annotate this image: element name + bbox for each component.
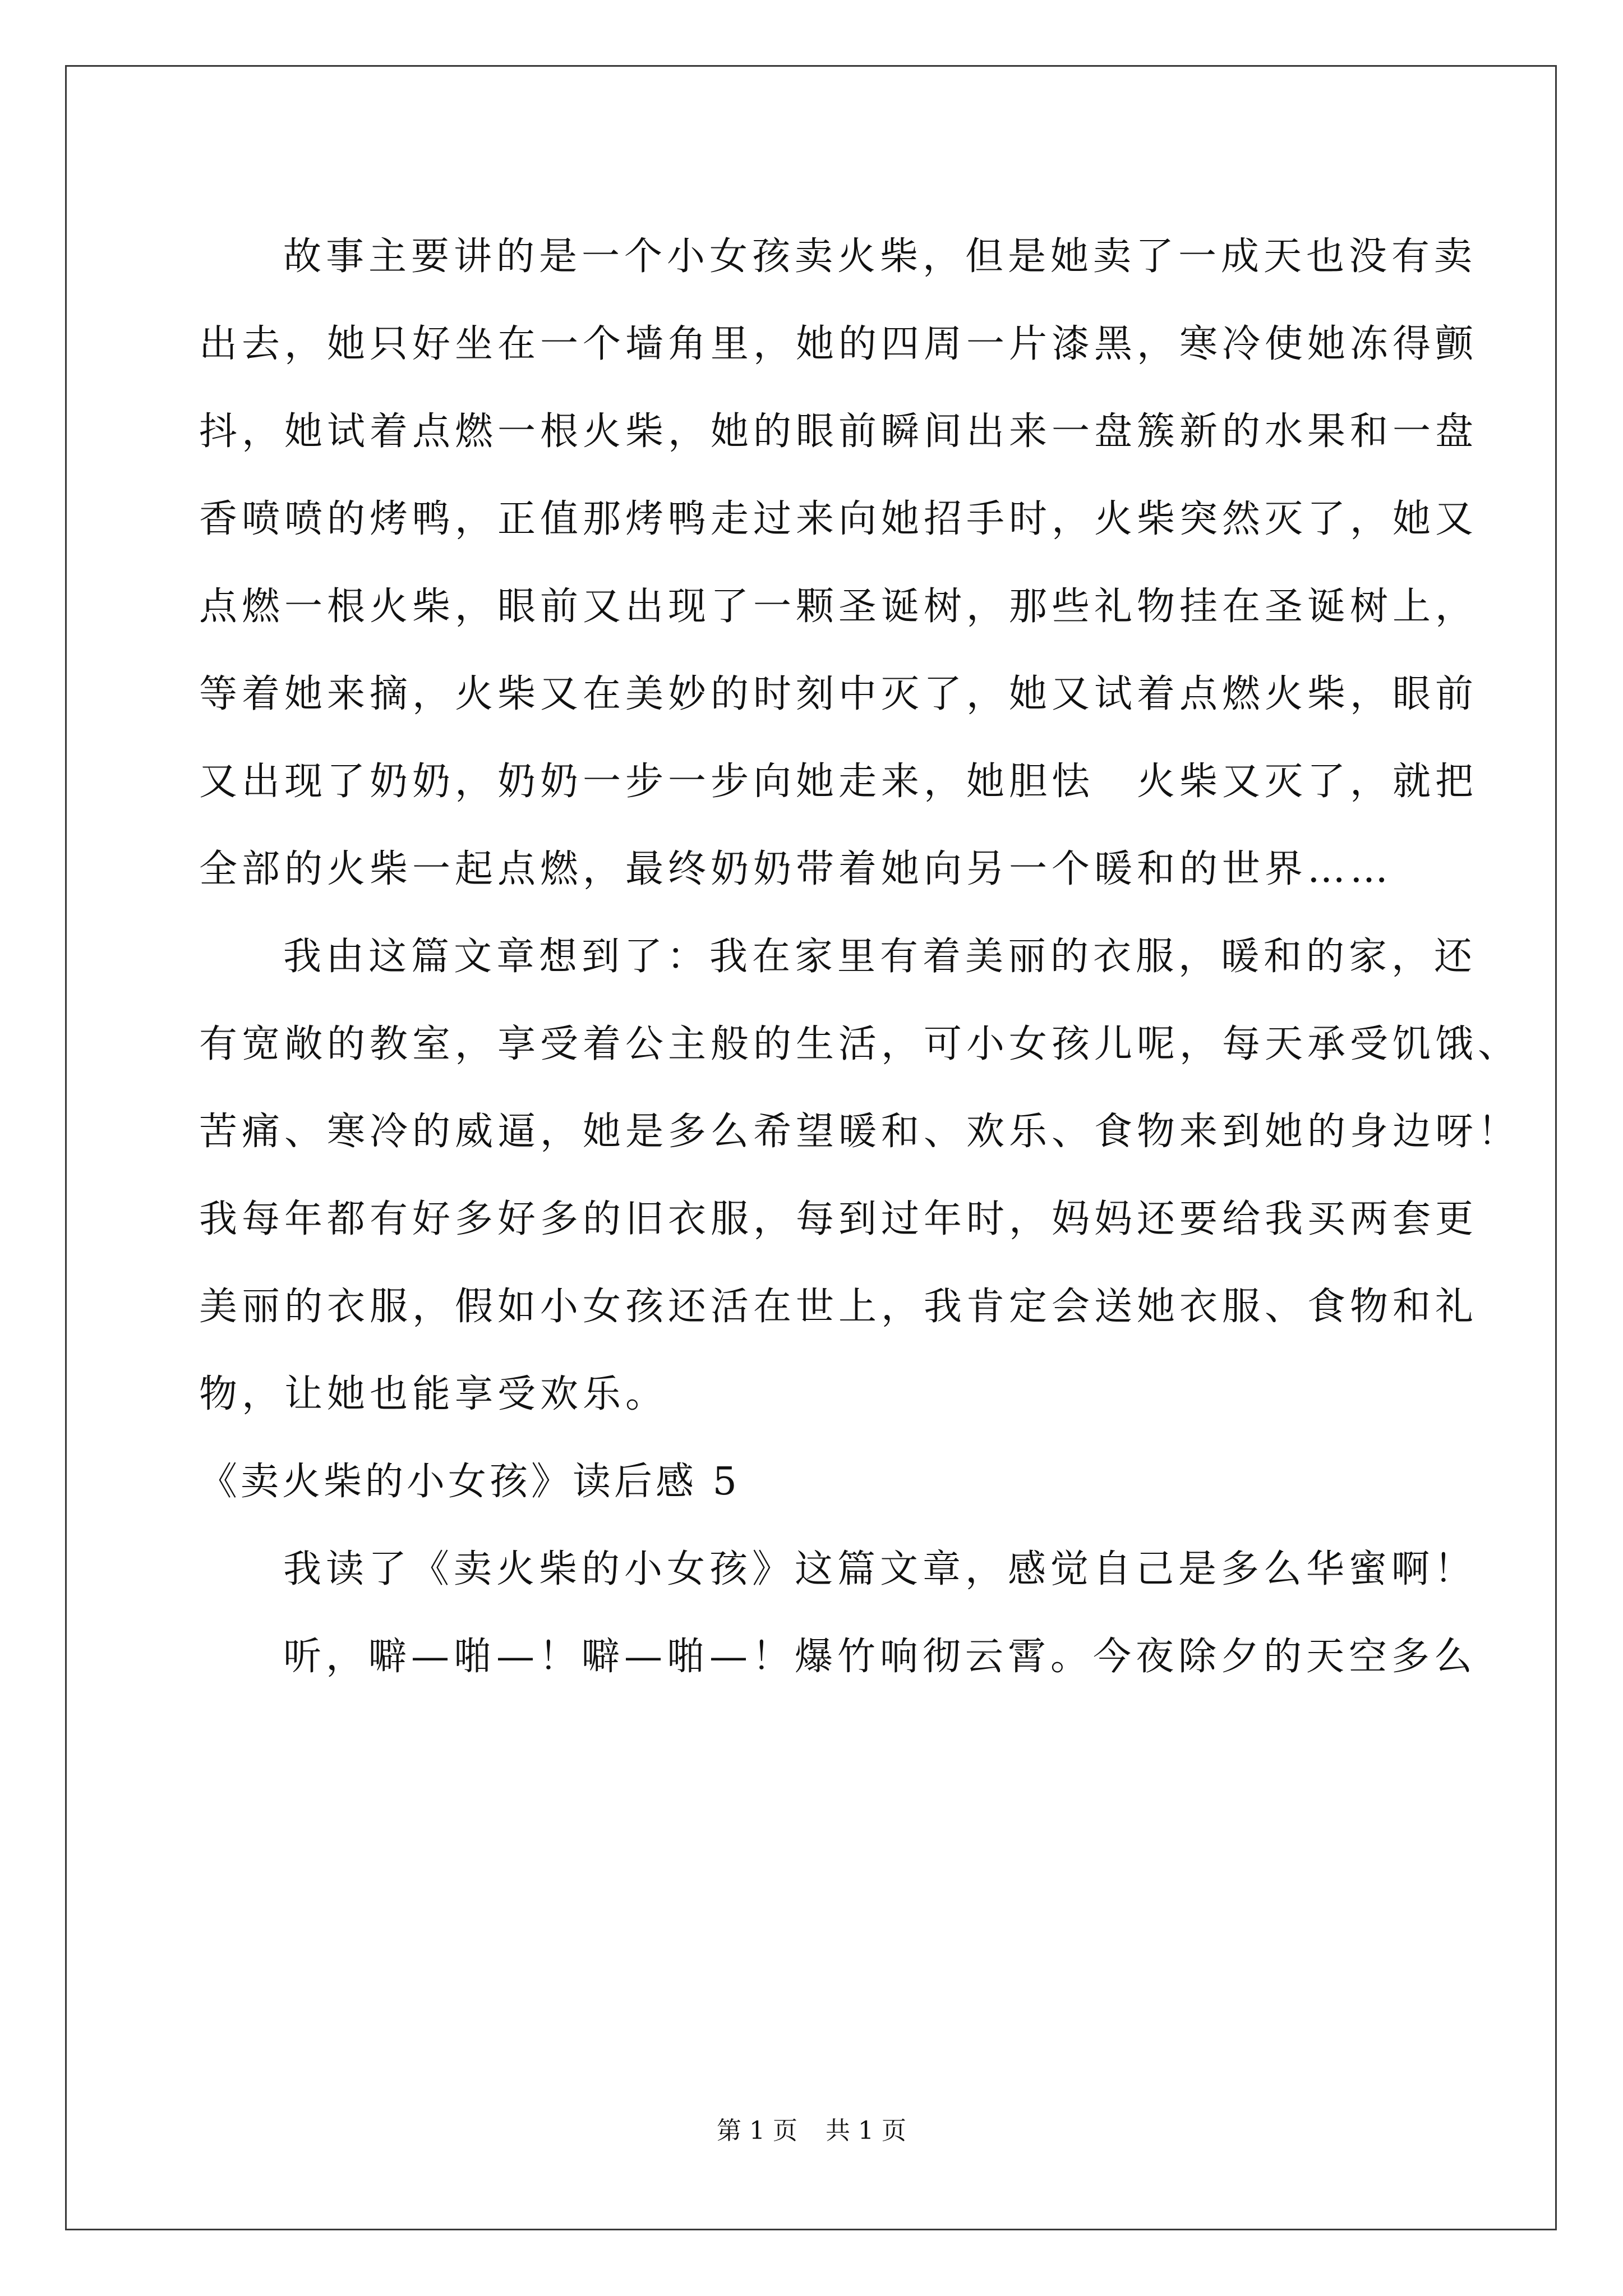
page-number: 第 1 页 [717, 2116, 797, 2145]
page-footer [0, 2110, 1623, 2146]
text-line: 苦痛、寒冷的威逼，她是多么希望暖和、欢乐、食物来到她的身边呀！ [199, 1110, 1521, 1154]
text-line: 全部的火柴一起点燃，最终奶奶带着她向另一个暖和的世界…… [199, 847, 1393, 891]
text-line: 美丽的衣服，假如小女孩还活在世上，我肯定会送她衣服、食物和礼 [199, 1285, 1478, 1329]
text-line: 我读了《卖火柴的小女孩》这篇文章，感觉自己是多么华蜜啊！ [283, 1547, 1477, 1591]
text-line: 点燃一根火柴，眼前又出现了一颗圣诞树，那些礼物挂在圣诞树上， [199, 585, 1478, 629]
paragraph-new-year [199, 1613, 1477, 1701]
text-line: 我每年都有好多好多的旧衣服，每到过年时，妈妈还要给我买两套更 [199, 1197, 1478, 1241]
document-body [199, 213, 1521, 1701]
text-line: 抖，她试着点燃一根火柴，她的眼前瞬间出来一盘簇新的水果和一盘 [199, 409, 1478, 454]
text-line: 出去，她只好坐在一个墙角里，她的四周一片漆黑，寒冷使她冻得颤 [199, 322, 1478, 366]
paragraph-story-summary [199, 213, 1478, 913]
text-line: 我由这篇文章想到了：我在家里有着美丽的衣服，暖和的家，还 [283, 935, 1477, 979]
section-heading: 《卖火柴的小女孩》读后感 5 [199, 1460, 740, 1504]
total-pages: 共 1 页 [826, 2116, 906, 2145]
text-line: 等着她来摘，火柴又在美妙的时刻中灭了，她又试着点燃火柴，眼前 [199, 672, 1478, 716]
text-line: 香喷喷的烤鸭，正值那烤鸭走过来向她招手时，火柴突然灭了，她又 [199, 497, 1478, 541]
paragraph-intro [199, 1526, 1477, 1613]
text-line: 物，让她也能享受欢乐。 [199, 1372, 668, 1416]
text-line: 又出现了奶奶，奶奶一步一步向她走来，她胆怯 火柴又灭了，就把 [199, 760, 1478, 804]
text-line: 故事主要讲的是一个小女孩卖火柴，但是她卖了一成天也没有卖 [283, 234, 1477, 279]
text-line: 有宽敞的教室，享受着公主般的生活，可小女孩儿呢，每天承受饥饿、 [199, 1022, 1521, 1066]
text-line: 听，噼—啪—！噼—啪—！爆竹响彻云霄。今夜除夕的天空多么 [283, 1635, 1477, 1679]
paragraph-reflection [199, 913, 1521, 1438]
